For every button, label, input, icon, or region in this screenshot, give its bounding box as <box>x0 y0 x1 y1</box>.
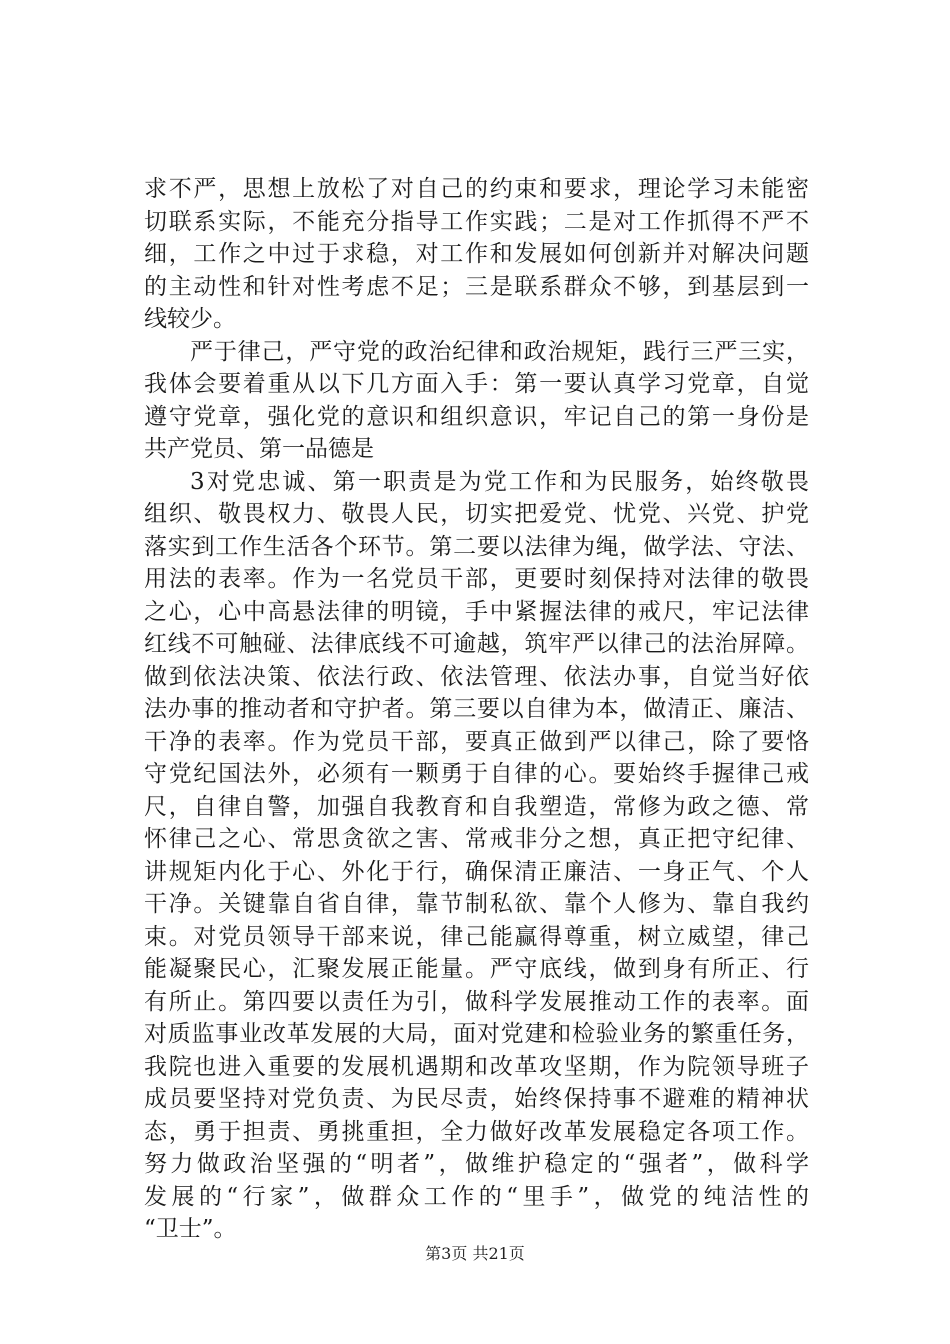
text-line: 落实到工作生活各个环节。第二要以法律为绳，做学法、守法、 <box>144 533 809 560</box>
text-line: 细，工作之中过于求稳，对工作和发展如何创新并对解决问题 <box>144 241 809 267</box>
text-line: 成员要坚持对党负责、为民尽责，始终保持事不避难的精神状 <box>144 1086 809 1112</box>
text-line: “卫士”。 <box>144 1216 237 1242</box>
paragraph <box>144 466 809 1246</box>
page-footer: 第3页 共21页 <box>425 1244 525 1263</box>
text-line: 做到依法决策、依法行政、依法管理、依法办事，自觉当好依 <box>144 663 809 690</box>
text-line: 3对党忠诚、第一职责是为党工作和为民服务，始终敬畏 <box>190 468 809 495</box>
document-body <box>144 173 809 1246</box>
text-line: 态，勇于担责、勇挑重担，全力做好改革发展稳定各项工作。 <box>144 1118 809 1145</box>
text-line: 努力做政治坚强的“明者”，做维护稳定的“强者”，做科学 <box>144 1151 809 1177</box>
text-line: 怀律己之心、常思贪欲之害、常戒非分之想，真正把守纪律、 <box>144 826 809 852</box>
text-line: 用法的表率。作为一名党员干部，更要时刻保持对法律的敬畏 <box>144 566 809 592</box>
text-line: 红线不可触碰、法律底线不可逾越，筑牢严以律己的法治屏障。 <box>144 631 809 657</box>
text-line: 干净。关键靠自省自律，靠节制私欲、靠个人修为、靠自我约 <box>144 891 809 917</box>
paragraph <box>144 173 809 336</box>
text-line: 严于律己，严守党的政治纪律和政治规矩，践行三严三实， <box>190 338 809 365</box>
text-line: 共产党员、第一品德是 <box>144 436 374 462</box>
text-line: 发展的“行家”，做群众工作的“里手”，做党的纯洁性的 <box>144 1183 809 1210</box>
text-line: 守党纪国法外，必须有一颗勇于自律的心。要始终手握律己戒 <box>144 761 809 787</box>
text-line: 线较少。 <box>144 306 236 332</box>
text-line: 切联系实际，不能充分指导工作实践；二是对工作抓得不严不 <box>144 208 809 235</box>
text-line: 干净的表率。作为党员干部，要真正做到严以律己，除了要恪 <box>144 728 809 755</box>
text-line: 求不严，思想上放松了对自己的约束和要求，理论学习未能密 <box>144 176 809 202</box>
text-line: 束。对党员领导干部来说，律己能赢得尊重，树立威望，律己 <box>144 923 809 950</box>
text-line: 能凝聚民心，汇聚发展正能量。严守底线，做到身有所正、行 <box>144 956 809 982</box>
text-line: 遵守党章，强化党的意识和组织意识，牢记自己的第一身份是 <box>144 403 809 430</box>
text-line: 之心，心中高悬法律的明镜，手中紧握法律的戒尺，牢记法律 <box>144 598 809 625</box>
text-line: 有所止。第四要以责任为引，做科学发展推动工作的表率。面 <box>144 988 809 1015</box>
text-line: 组织、敬畏权力、敬畏人民，切实把爱党、忧党、兴党、护党 <box>144 501 809 527</box>
text-line: 的主动性和针对性考虑不足；三是联系群众不够，到基层到一 <box>144 273 809 300</box>
text-line: 我体会要着重从以下几方面入手：第一要认真学习党章，自觉 <box>144 371 809 397</box>
text-line: 法办事的推动者和守护者。第三要以自律为本，做清正、廉洁、 <box>144 696 809 722</box>
text-line: 讲规矩内化于心、外化于行，确保清正廉洁、一身正气、个人 <box>144 858 809 885</box>
text-line: 对质监事业改革发展的大局，面对党建和检验业务的繁重任务， <box>144 1021 809 1047</box>
text-line: 尺，自律自警，加强自我教育和自我塑造，常修为政之德、常 <box>144 793 809 820</box>
paragraph <box>144 336 809 466</box>
text-line: 我院也进入重要的发展机遇期和改革攻坚期，作为院领导班子 <box>144 1053 809 1080</box>
